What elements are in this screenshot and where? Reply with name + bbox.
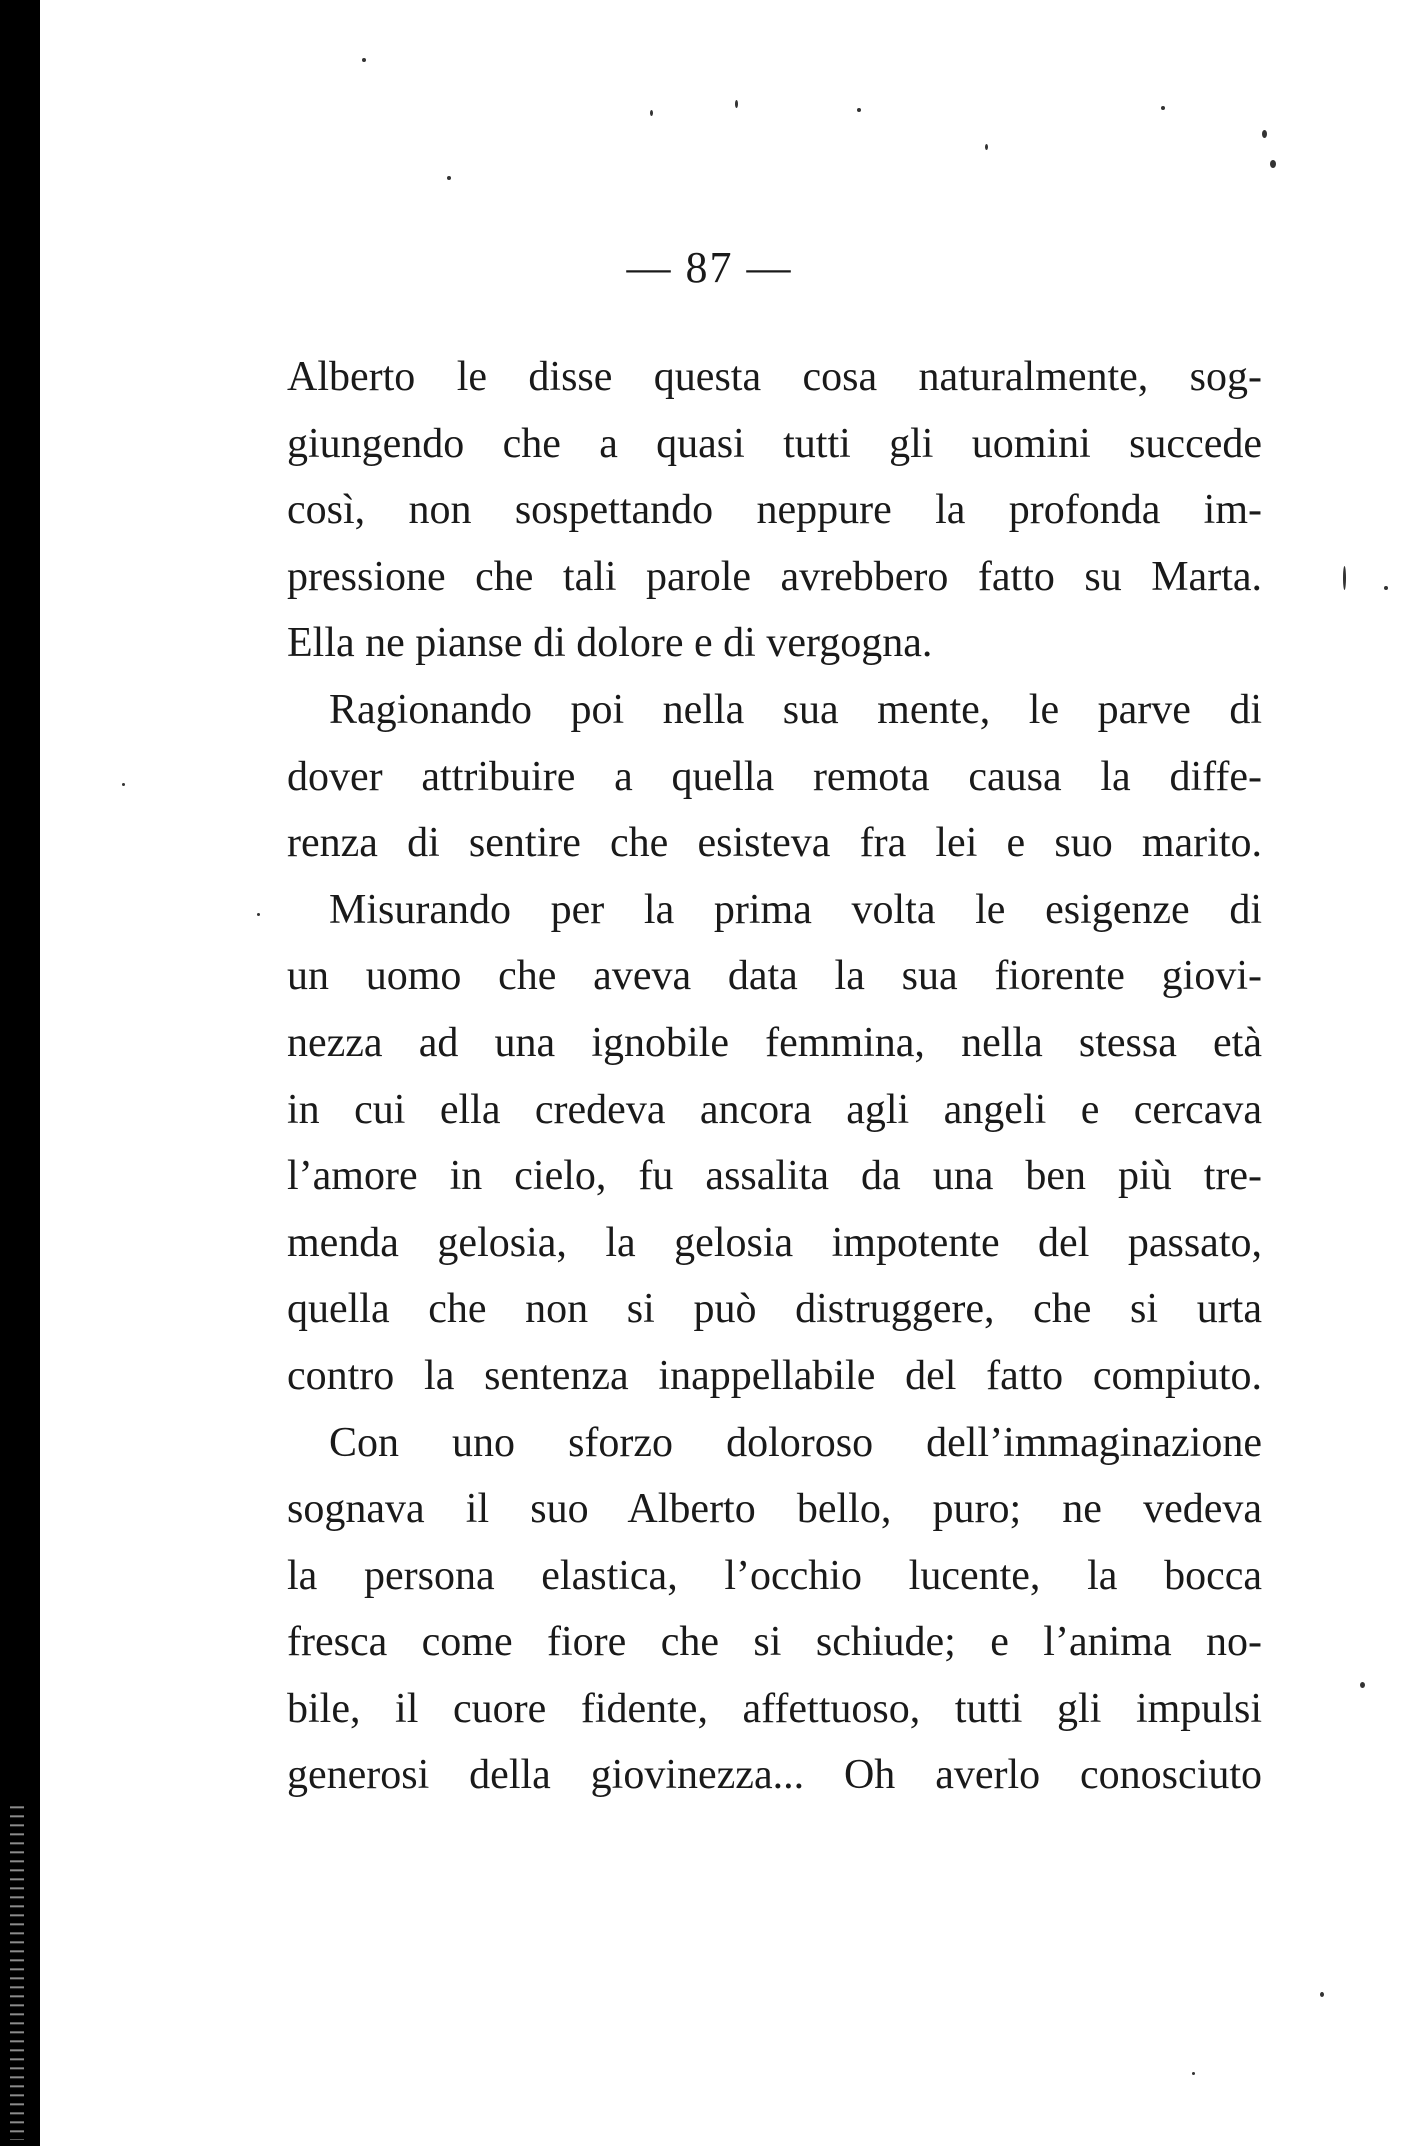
text-line: sognava il suo Alberto bello, puro; ne vedeva <box>287 1486 1262 1533</box>
text-line: pressione che tali parole avrebbero fatto su Marta. <box>287 553 1262 600</box>
text-line: la persona elastica, l’occhio lucente, la bocca <box>287 1552 1262 1599</box>
text-line: l’amore in cielo, fu assalita da una ben più tre- <box>287 1153 1262 1200</box>
text-line: nezza ad una ignobile femmina, nella stessa età <box>287 1019 1262 1066</box>
page-number: — 87 — <box>626 243 793 292</box>
scan-speck <box>257 913 260 916</box>
scan-speck <box>985 144 988 150</box>
scan-speck <box>1192 2072 1195 2075</box>
paragraph <box>287 877 1262 1410</box>
scan-speck <box>650 110 653 116</box>
text-line: Misurando per la prima volta le esigenze di <box>329 886 1262 933</box>
scan-speck <box>1343 566 1346 590</box>
text-line: giungendo che a quasi tutti gli uomini succede <box>287 420 1262 467</box>
scan-speck <box>1270 160 1276 168</box>
scan-speck <box>1320 1992 1324 1997</box>
scan-speck <box>857 108 861 112</box>
text-line: Con uno sforzo doloroso dell’immaginazione <box>329 1419 1262 1466</box>
text-line: quella che non si può distruggere, che si urta <box>287 1286 1262 1333</box>
scan-speck <box>122 783 125 786</box>
text-line: contro la sentenza inappellabile del fatto compiuto. <box>287 1352 1262 1399</box>
text-line: bile, il cuore fidente, affettuoso, tutti gli impulsi <box>287 1685 1262 1732</box>
text-line: Ella ne pianse di dolore e di vergogna. <box>287 620 933 667</box>
body-text <box>287 344 1262 1809</box>
text-line: dover attribuire a quella remota causa la diffe- <box>287 753 1262 800</box>
text-line: Alberto le disse questa cosa naturalmente, sog- <box>287 354 1262 400</box>
paragraph <box>287 677 1262 877</box>
scan-speck <box>1360 1682 1365 1688</box>
text-line: in cui ella credeva ancora agli angeli e cercava <box>287 1086 1262 1133</box>
text-line: menda gelosia, la gelosia impotente del passato, <box>287 1219 1262 1266</box>
scan-speck <box>1161 106 1165 110</box>
paragraph <box>287 344 1262 677</box>
text-line: fresca come fiore che si schiude; e l’anima no- <box>287 1619 1262 1666</box>
scan-speck <box>1384 586 1388 590</box>
scan-speck <box>1262 130 1267 138</box>
text-line: generosi della giovinezza... Oh averlo conosciuto <box>287 1752 1262 1799</box>
scan-speck <box>735 100 738 108</box>
text-line: renza di sentire che esisteva fra lei e suo marito. <box>287 820 1262 867</box>
text-line: Ragionando poi nella sua mente, le parve di <box>329 686 1262 733</box>
scan-speck <box>447 176 451 180</box>
paragraph <box>287 1410 1262 1810</box>
text-line: un uomo che aveva data la sua fiorente giovi- <box>287 953 1262 1000</box>
scan-speck <box>362 58 366 62</box>
text-line: così, non sospettando neppure la profonda im- <box>287 487 1262 534</box>
page-binding-edge <box>0 0 40 2146</box>
